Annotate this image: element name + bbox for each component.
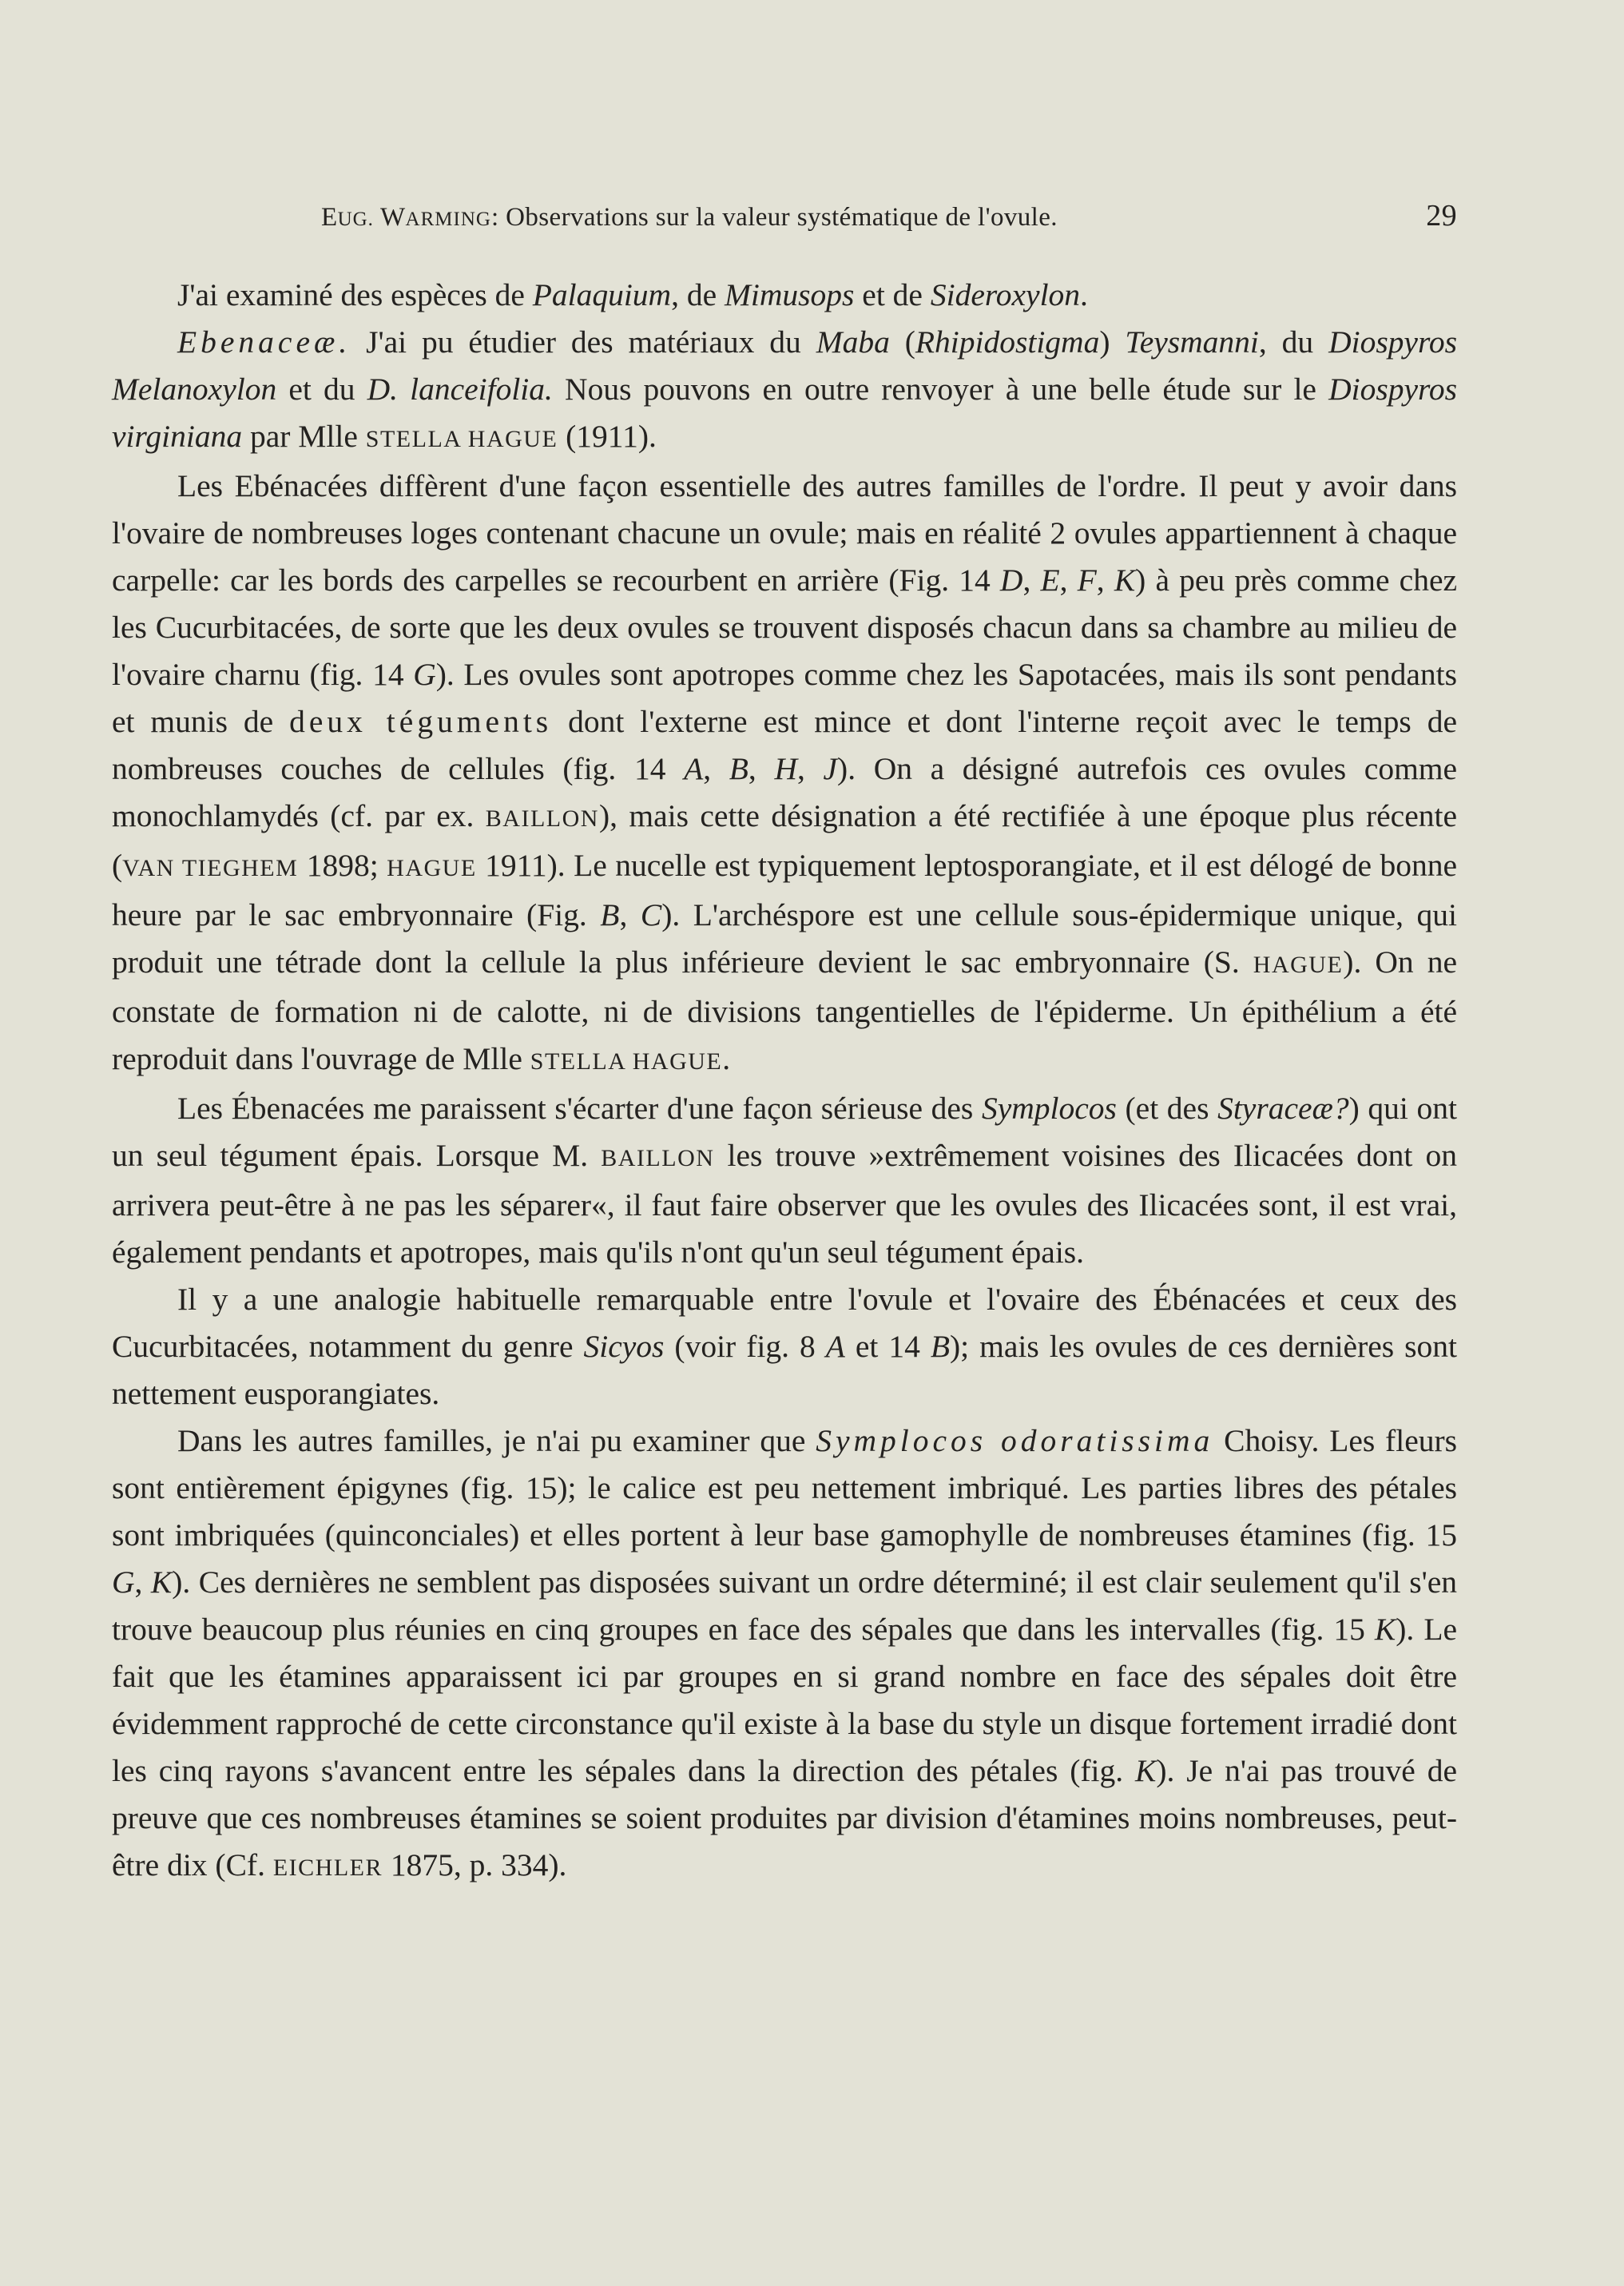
text-run: , <box>703 751 729 786</box>
text-run: ). On ne constate de formation ni de calotte, ni de divisions tangentielles de l'épiderme. Un épithélium a été reproduit dans l'ouvrage de Mlle <box>112 944 1457 1076</box>
italic-run: B <box>600 897 620 932</box>
italic-run: D <box>999 563 1023 598</box>
italic-run: G <box>112 1564 135 1600</box>
text-run: ), mais cette désignation a été rectifiée à une époque plus récente ( <box>112 798 1458 883</box>
italic-run: Styraceæ? <box>1217 1091 1349 1126</box>
body-text <box>112 272 1457 1891</box>
paragraph <box>112 1276 1457 1417</box>
italic-run: A <box>825 1329 845 1364</box>
spaced-run: deux téguments <box>289 704 553 739</box>
text-run: ). On a désigné autrefois ces ovules comme monochlamydés (cf. par ex. <box>112 751 1458 833</box>
small-caps-run: EICHLER <box>272 1855 383 1881</box>
text-run: ). Ces dernières ne semblent pas disposées suivant un ordre déterminé; il est clair seulement qu'il s'en trouve beaucoup plus réunies en cinq groupes en face des sépales que dans les intervalles (fig. 15 <box>112 1564 1457 1647</box>
text-run: , <box>134 1564 151 1600</box>
italic-run: Sideroxylon <box>930 277 1081 312</box>
small-caps-run: STELLA HAGUE <box>365 426 558 452</box>
italic-run: K <box>1374 1612 1396 1647</box>
text-run: dont l'externe est mince et dont l'interne reçoit avec le temps de nombreuses couches de cellules (fig. 14 <box>112 704 1457 786</box>
author-initial-rest: UG. <box>337 209 374 230</box>
author-name-rest: ARMING <box>405 209 491 230</box>
paragraph <box>112 463 1457 1085</box>
text-run: les trouve »extrêmement voisines des Ilicacées dont on arrivera peut-être à ne pas les séparer«, il faut faire observer que les ovules des Ilicacées sont, il est vrai, également pendants et apotropes, mais qu'ils n'ont qu'un seul tégument épais. <box>112 1138 1457 1270</box>
italic-run: K <box>1114 563 1136 598</box>
author-initial: E <box>321 203 338 232</box>
text-run: ). Je n'ai pas trouvé de preuve que ces nombreuses étamines se soient produites par division d'étamines moins nombreuses, peut-être dix (Cf. <box>112 1753 1457 1882</box>
text-run: 1875, p. 334). <box>382 1847 567 1882</box>
text-run: ). Le fait que les étamines apparaissent ici par groupes en si grand nombre en face des sépales doit être évidemment rapproché de cette circonstance qu'il existe à la base du style un disque fortement irradié dont les cinq rayons s'avancent entre les sépales dans la direction des pétales (fig. <box>112 1612 1457 1788</box>
italic-run: Symplocos <box>981 1091 1117 1126</box>
paragraph <box>112 272 1457 319</box>
text-run: (1911). <box>558 419 657 454</box>
italic-run: G <box>413 657 436 692</box>
text-run: Les Ébenacées me paraissent s'écarter d'une façon sérieuse des <box>177 1091 982 1126</box>
italic-run: A <box>684 751 704 786</box>
text-run: Il y a une analogie habituelle remarquable entre l'ovule et l'ovaire des Ébénacées et ceux des Cucurbitacées, notamment du genre <box>112 1282 1457 1364</box>
text-run: J'ai pu étudier des matériaux du <box>351 324 816 360</box>
small-caps-run: STELLA HAGUE <box>530 1048 723 1075</box>
italic-run: Diospyros virginiana <box>112 372 1458 454</box>
italic-run: K <box>1135 1753 1157 1788</box>
text-run: , <box>748 751 775 786</box>
italic-run: D. lanceifolia. <box>367 372 553 407</box>
italic-run: Palaquium <box>532 277 672 312</box>
text-run: , <box>1096 563 1114 598</box>
text-run: ) à peu près comme chez les Cucurbitacées, de sorte que les deux ovules se trouvent disposés chacun dans sa chambre au milieu de l'ovaire charnu (fig. 14 <box>112 563 1458 692</box>
running-head-title <box>321 201 1058 236</box>
italic-run: E <box>1040 563 1060 598</box>
italic-run: C <box>640 897 662 932</box>
spaced-italic-run: Symplocos odoratissima <box>816 1423 1214 1458</box>
paragraph <box>112 1417 1457 1891</box>
text-run: , du <box>1258 324 1329 360</box>
article-title: : Observations sur la valeur systématique de l'ovule. <box>490 203 1058 232</box>
text-run: et 14 <box>844 1329 931 1364</box>
text-run: J'ai examiné des espèces de <box>177 277 533 312</box>
italic-run: H <box>774 751 797 786</box>
text-run: , de <box>671 277 725 312</box>
italic-run: F <box>1077 563 1097 598</box>
text-run: . <box>1080 277 1088 312</box>
text-run: ). Les ovules sont apotropes comme chez les Sapotacées, mais ils sont pendants et munis de <box>112 657 1457 739</box>
spaced-italic-run: Ebenaceæ. <box>177 324 351 360</box>
italic-run: Sicyos <box>583 1329 665 1364</box>
text-run: (voir fig. 8 <box>664 1329 826 1364</box>
text-run: . <box>722 1041 731 1076</box>
text-run: par Mlle <box>242 419 366 454</box>
small-caps-run: VAN TIEGHEM <box>122 855 299 881</box>
small-caps-run: HAGUE <box>1253 952 1344 978</box>
text-run: ) <box>1099 324 1126 360</box>
text-run: , <box>1022 563 1041 598</box>
italic-run: J <box>823 751 838 786</box>
paragraph <box>112 319 1457 463</box>
italic-run: Diospyros Melanoxylon <box>112 324 1457 407</box>
small-caps-run: HAGUE <box>387 855 477 881</box>
small-caps-run: BAILLON <box>485 805 599 832</box>
text-run: Les Ebénacées diffèrent d'une façon essentielle des autres familles de l'ordre. Il peut y avoir dans l'ovaire de nombreuses loges contenant chacune un ovule; mais en réalité 2 ovules appartiennent à chaque carpelle: car les bords des carpelles se recourbent en arrière (Fig. 14 <box>112 468 1457 598</box>
italic-run: Teysmanni <box>1125 324 1259 360</box>
paragraph <box>112 1085 1457 1276</box>
text-run: ( <box>889 324 915 360</box>
text-run: Choisy. Les fleurs sont entièrement épigynes (fig. 15); le calice est peu nettement imbriqué. Les parties libres des pétales sont imbriquées (quinconciales) et elles portent à leur base gamophylle de nombreuses étamines (fig. 15 <box>112 1423 1457 1552</box>
italic-run: K <box>150 1564 173 1600</box>
text-run: Dans les autres familles, je n'ai pu examiner que <box>177 1423 816 1458</box>
italic-run: B <box>930 1329 950 1364</box>
page-number: 29 <box>1426 199 1457 233</box>
italic-run: B <box>729 751 748 786</box>
text-run: et du <box>276 372 367 407</box>
author-name-initial: W <box>379 203 406 232</box>
text-run: Nous pouvons en outre renvoyer à une belle étude sur le <box>552 372 1329 407</box>
text-run: , <box>796 751 824 786</box>
italic-run: Rhipidostigma <box>915 324 1100 360</box>
italic-run: Mimusops <box>725 277 855 312</box>
text-run: 1898; <box>298 848 387 883</box>
text-run: , <box>1059 563 1078 598</box>
text-run: (et des <box>1116 1091 1218 1126</box>
italic-run: Maba <box>816 324 890 360</box>
text-run: ) qui ont un seul tégument épais. Lorsque M. <box>112 1091 1457 1173</box>
text-run: et de <box>854 277 931 312</box>
text-run: ). L'archéspore est une cellule sous-épidermique unique, qui produit une tétrade dont la cellule la plus inférieure devient le sac embryonnaire (S. <box>112 897 1458 980</box>
text-run: , <box>619 897 641 932</box>
text-run: ); mais les ovules de ces dernières sont nettement eusporangiates. <box>112 1329 1457 1411</box>
text-run: 1911). Le nucelle est typiquement leptosporangiate, et il est délogé de bonne heure par le sac embryonnaire (Fig. <box>112 848 1457 932</box>
small-caps-run: BAILLON <box>601 1145 715 1171</box>
